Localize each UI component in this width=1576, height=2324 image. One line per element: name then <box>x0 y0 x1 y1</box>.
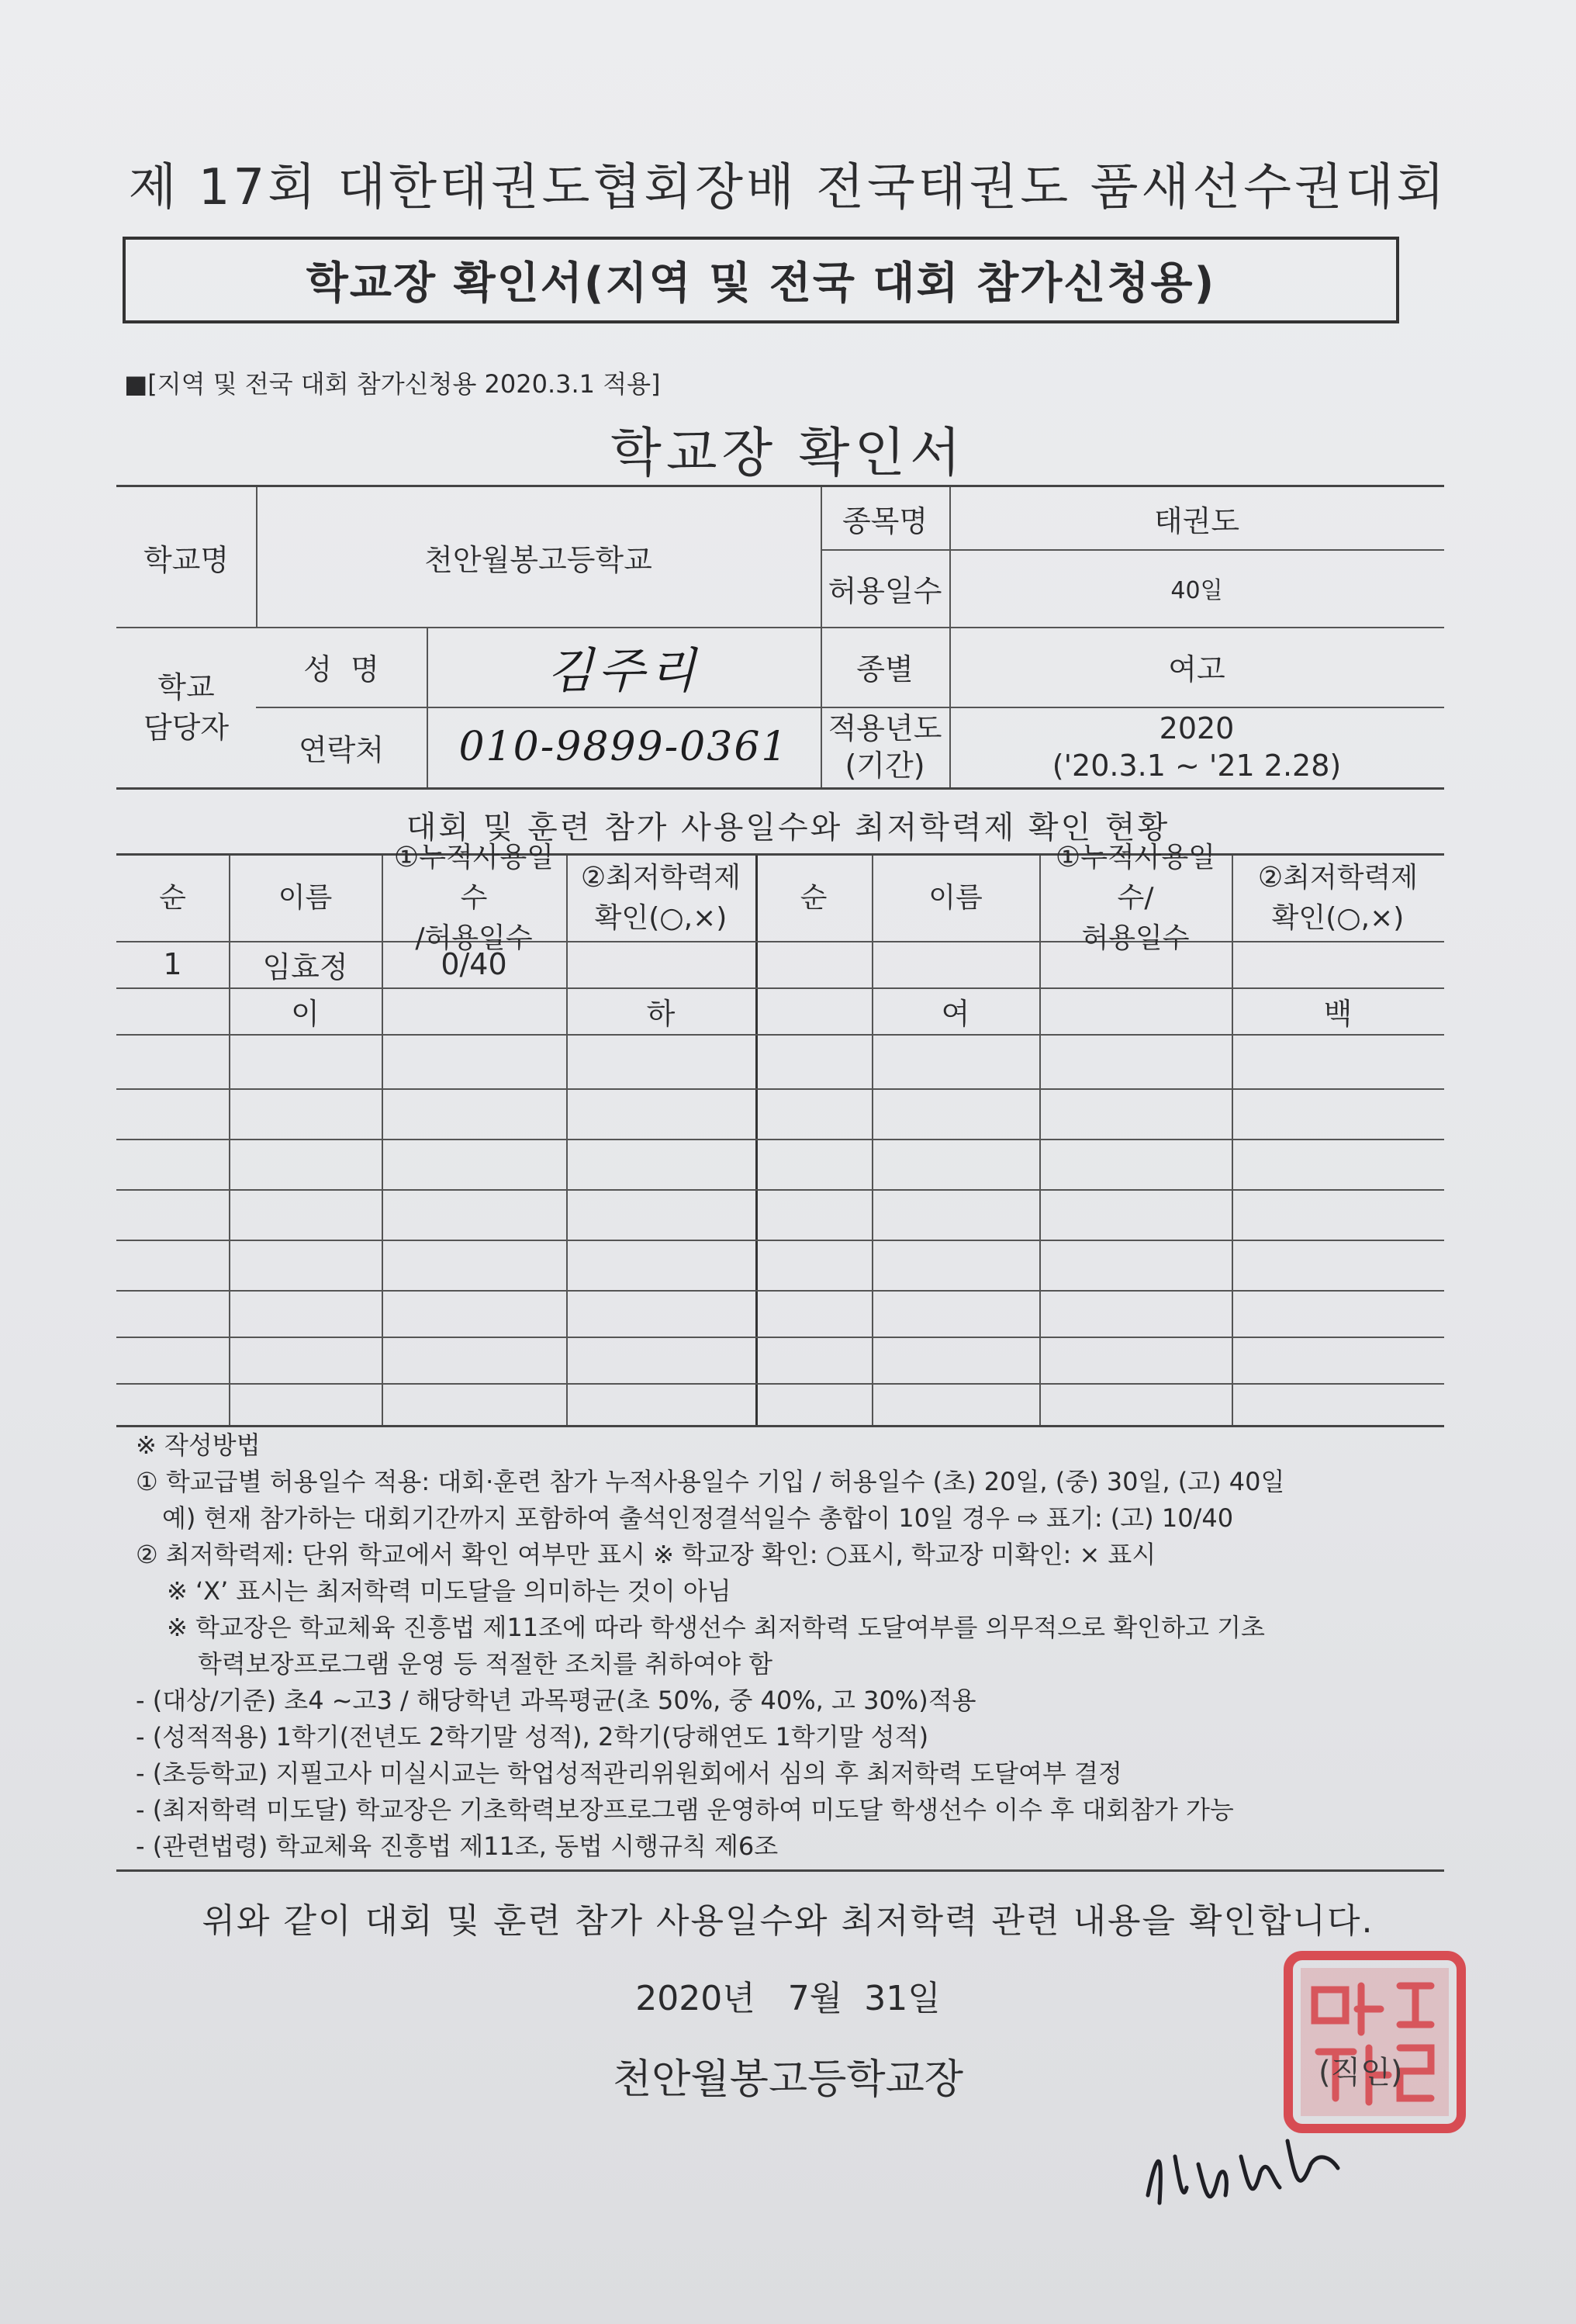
staff-label-line1: 학교 <box>157 669 215 704</box>
method-line-4: ※ ‘X’ 표시는 최저학력 미도달을 의미하는 것이 아님 <box>167 1576 731 1606</box>
official-seal-stamp <box>1284 1951 1466 2133</box>
divider <box>116 1869 1444 1872</box>
writing-method-notes <box>136 1427 1454 1865</box>
form-title-box <box>123 237 1399 323</box>
col-header-no: 순 <box>159 882 186 914</box>
category-value: 여고 <box>1168 652 1225 686</box>
staff-label <box>116 627 256 787</box>
period-label-line2: (기간) <box>845 749 925 783</box>
contact-handwritten: 010-9899-0361 <box>458 724 789 770</box>
col-header-days-2 <box>1039 842 1232 954</box>
method-line-2: 예) 현재 참가하는 대회기간까지 포함하여 출석인정결석일수 총합이 10일 경우 ⇨ 표기: (고) 10/40 <box>162 1503 1234 1533</box>
staff-label-line2: 담당자 <box>143 710 230 745</box>
col-header-academic-line1: ②최저학력제 <box>580 862 741 894</box>
confirmation-statement: 위와 같이 대회 및 훈련 참가 사용일수와 최저학력 관련 내용을 확인합니다. <box>202 1901 1374 1941</box>
school-name-value: 천안월봉고등학교 <box>424 542 652 577</box>
blank-marker-2: 하 <box>646 996 676 1031</box>
allowed-days-label: 허용일수 <box>828 573 942 608</box>
col-header-days <box>382 842 566 954</box>
col-header-days-line1: ①누적사용일수 <box>393 842 555 914</box>
period-range: ('20.3.1 ~ '21 2.28) <box>1052 749 1342 783</box>
period-label-line1: 적용년도 <box>828 711 942 745</box>
method-line-7: - (대상/기준) 초4 ~고3 / 해당학년 과목평균(초 50%, 중 40%, 고 30%)적용 <box>136 1686 976 1715</box>
principal-title: 천안월봉고등학교장 <box>612 2056 964 2103</box>
form-title: 학교장 확인서(지역 및 전국 대회 참가신청용) <box>306 258 1216 309</box>
col-header-academic2-line2: 확인(○,×) <box>1271 902 1405 934</box>
school-name-label: 학교명 <box>143 542 230 577</box>
blank-marker-1: 이 <box>291 996 320 1031</box>
issue-date: 2020년 7월 31일 <box>635 1979 941 2018</box>
period-label <box>821 707 949 787</box>
staff-name-handwritten: 김주리 <box>547 642 700 699</box>
category-label: 종별 <box>856 652 914 686</box>
method-line-10: - (최저학력 미도달) 학교장은 기초학력보장프로그램 운영하여 미도달 학생선수 이수 후 대회참가 가능 <box>136 1795 1234 1824</box>
row1-days: 0/40 <box>441 947 507 981</box>
participants-table <box>116 842 1444 1427</box>
competition-title: 제 17회 대한태권도협회장배 전국태권도 품새선수권대회 <box>128 159 1448 216</box>
sport-value: 태권도 <box>1153 503 1240 538</box>
blank-marker-3: 여 <box>941 996 970 1031</box>
method-heading: ※ 작성방법 <box>136 1430 261 1460</box>
col-header-days2-line2: 허용일수 <box>1081 922 1190 954</box>
method-line-11: - (관련법령) 학교체육 진흥법 제11조, 동법 시행규칙 제6조 <box>136 1831 779 1861</box>
col-header-name: 이름 <box>278 882 333 914</box>
col-header-days-line2: /허용일수 <box>415 922 533 954</box>
row1-no: 1 <box>163 947 182 981</box>
contact-label: 연락처 <box>298 732 385 767</box>
period-value <box>949 707 1444 787</box>
application-note: ■[지역 및 전국 대회 참가신청용 2020.3.1 적용] <box>124 369 661 399</box>
method-line-9: - (초등학교) 지필고사 미실시교는 학업성적관리위원회에서 심의 후 최저학력 도달여부 결정 <box>136 1759 1122 1788</box>
col-header-academic <box>566 856 755 941</box>
name-label: 성 명 <box>303 652 379 686</box>
blank-marker-4: 백 <box>1323 996 1353 1031</box>
col-header-academic-2 <box>1232 856 1444 941</box>
method-line-6: 학력보장프로그램 운영 등 적절한 조치를 취하여야 함 <box>198 1649 773 1679</box>
col-header-academic-line2: 확인(○,×) <box>594 902 728 934</box>
status-section-title: 대회 및 훈련 참가 사용일수와 최저학력제 확인 현황 <box>406 810 1170 846</box>
principal-signature <box>1132 2110 1350 2226</box>
method-line-3: ② 최저학력제: 단위 학교에서 확인 여부만 표시 ※ 학교장 확인: ○표시, 학교장 미확인: × 표시 <box>136 1540 1156 1569</box>
document-title: 학교장 확인서 <box>610 423 966 484</box>
col-header-academic2-line1: ②최저학력제 <box>1257 862 1419 894</box>
method-line-1: ① 학교급별 허용일수 적용: 대회·훈련 참가 누적사용일수 기입 / 허용일수 (초) 20일, (중) 30일, (고) 40일 <box>136 1467 1285 1496</box>
col-header-name-2: 이름 <box>928 882 983 914</box>
col-header-no-2: 순 <box>800 882 828 914</box>
method-line-5: ※ 학교장은 학교체육 진흥법 제11조에 따라 학생선수 최저학력 도달여부를 의무적으로 확인하고 기초 <box>167 1613 1265 1642</box>
info-table <box>116 485 1444 790</box>
allowed-days-value: 40일 <box>1170 577 1223 604</box>
year-value: 2020 <box>1159 711 1235 745</box>
sport-label: 종목명 <box>842 503 928 538</box>
col-header-days2-line1: ①누적사용일수/ <box>1055 842 1216 914</box>
seal-label: (직인) <box>1319 2055 1403 2091</box>
row1-name: 임효정 <box>262 949 348 984</box>
method-line-8: - (성적적용) 1학기(전년도 2학기말 성적), 2학기(당해연도 1학기말 성적) <box>136 1722 929 1752</box>
